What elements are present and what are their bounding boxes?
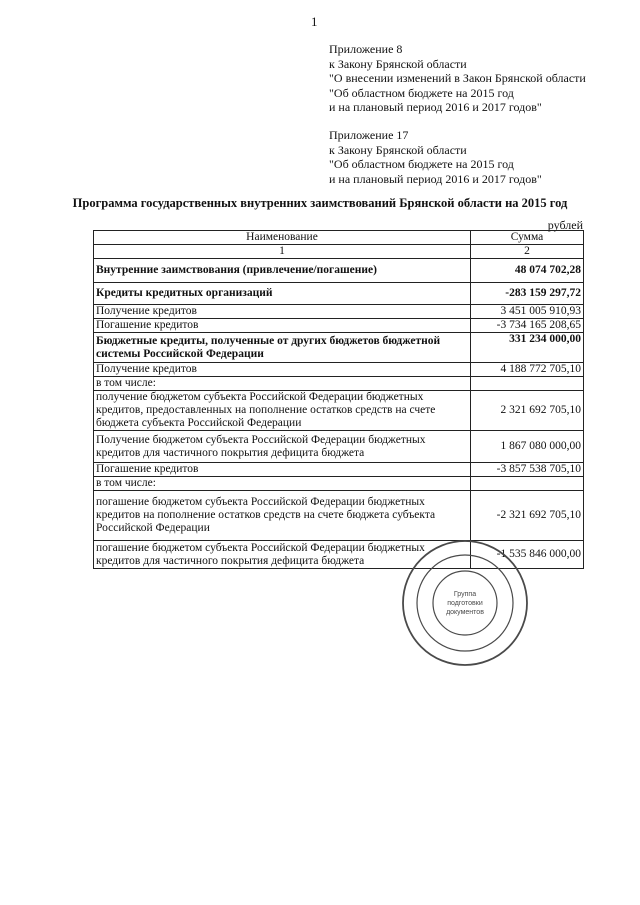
row-sum: -1 535 846 000,00 <box>471 541 584 569</box>
table-row <box>94 491 584 541</box>
stamp-center-line: Группа <box>453 591 477 598</box>
row-name: Получение бюджетом субъекта Российской Федерации бюджетных кредитов для частичного покрытия дефицита бюджета <box>94 431 471 463</box>
row-sum: 331 234 000,00 <box>471 333 584 363</box>
column-number-sum: 2 <box>471 245 584 259</box>
appendix-17-line: к Закону Брянской области <box>329 142 467 157</box>
row-sum: 3 451 005 910,93 <box>471 305 584 319</box>
appendix-17-line: Приложение 17 <box>329 128 409 142</box>
row-sum: 48 074 702,28 <box>471 259 584 283</box>
row-name: в том числе: <box>94 477 471 491</box>
row-sum: -3 857 538 705,10 <box>471 463 584 477</box>
row-sum: -3 734 165 208,65 <box>471 319 584 333</box>
row-name: Получение кредитов <box>94 305 471 319</box>
table-row <box>94 463 584 477</box>
row-name: Получение кредитов <box>94 363 471 377</box>
official-stamp-seal <box>400 538 530 668</box>
stamp-center-line: документов <box>446 609 484 616</box>
row-sum <box>471 377 584 391</box>
row-name: Погашение кредитов <box>94 319 471 333</box>
row-sum: 2 321 692 705,10 <box>471 391 584 431</box>
appendix-17-line: "Об областном бюджете на 2015 год <box>329 157 514 171</box>
table-row <box>94 391 584 431</box>
header-name: Наименование <box>94 231 471 245</box>
appendix-8-line: "Об областном бюджете на 2015 год <box>329 85 514 100</box>
appendix-17-header <box>329 128 542 186</box>
table-row <box>94 305 584 319</box>
stamp-center-line: подготовки <box>447 600 483 607</box>
row-name: получение бюджетом субъекта Российской Федерации бюджетных кредитов, предоставленных на пополнение остатков средств на счете бюджета субъекта Российской Федерации <box>94 391 471 431</box>
row-name: погашение бюджетом субъекта Российской Федерации бюджетных кредитов для частичного покрытия дефицита бюджета <box>94 541 471 569</box>
table-row <box>94 363 584 377</box>
appendix-8-line: "О внесении изменений в Закон Брянской области <box>329 71 586 85</box>
row-sum: 1 867 080 000,00 <box>471 431 584 463</box>
row-name: Бюджетные кредиты, полученные от других бюджетов бюджетной системы Российской Федерации <box>94 333 471 363</box>
row-name: Внутренние заимствования (привлечение/погашение) <box>94 259 471 283</box>
column-number-name: 1 <box>94 245 471 259</box>
row-name: Погашение кредитов <box>94 463 471 477</box>
row-name: Кредиты кредитных организаций <box>94 283 471 305</box>
document-title: Программа государственных внутренних заимствований Брянской области на 2015 год <box>72 196 568 210</box>
table-row <box>94 477 584 491</box>
row-name: погашение бюджетом субъекта Российской Федерации бюджетных кредитов на пополнение остатков средств на счете бюджета субъекта Российской Федерации <box>94 491 471 541</box>
row-sum: -2 321 692 705,10 <box>471 491 584 541</box>
column-number-row <box>94 245 584 259</box>
table-row <box>94 259 584 283</box>
table-header-row <box>94 231 584 245</box>
row-sum: -283 159 297,72 <box>471 283 584 305</box>
appendix-8-line: к Закону Брянской области <box>329 56 467 71</box>
header-sum: Сумма <box>471 231 584 245</box>
table-row <box>94 333 584 363</box>
row-sum <box>471 477 584 491</box>
row-name: в том числе: <box>94 377 471 391</box>
appendix-8-header <box>329 42 586 115</box>
appendix-8-line: Приложение 8 <box>329 42 403 56</box>
appendix-8-line: и на плановый период 2016 и 2017 годов" <box>329 100 542 114</box>
appendix-17-line: и на плановый период 2016 и 2017 годов" <box>329 171 542 186</box>
borrowing-program-table <box>93 230 584 569</box>
table-row <box>94 431 584 463</box>
table-row <box>94 283 584 305</box>
row-sum: 4 188 772 705,10 <box>471 363 584 377</box>
table-row <box>94 319 584 333</box>
currency-unit: рублей <box>547 218 583 232</box>
table-row <box>94 377 584 391</box>
page-number: 1 <box>311 14 318 29</box>
